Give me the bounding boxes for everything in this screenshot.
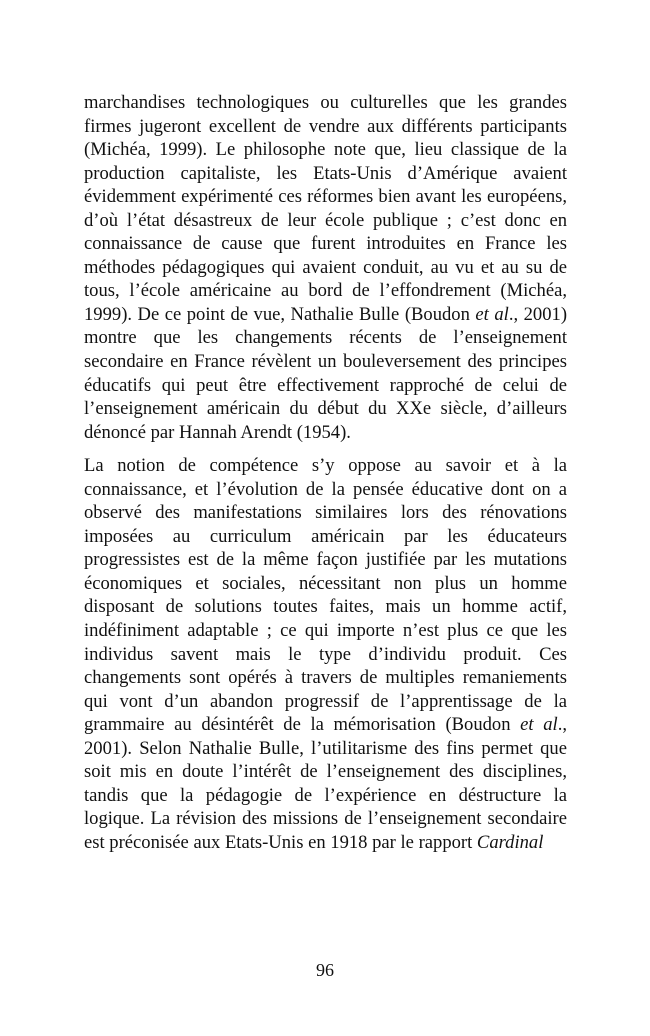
paragraph-1 [84, 91, 567, 444]
paragraph-2-italic-cardinal: Cardinal [476, 831, 544, 853]
page-number: 96 [316, 960, 334, 980]
body-text [84, 91, 567, 855]
paragraph-1-text-start: marchandises technologiques ou culturelles que les grandes firmes jugeront excellent de vendre aux différents participants (Michéa, 1999). Le philosophe note que, lieu classique de la production capitaliste, les Etats-Unis d’Amérique avaient évidemment expérimenté ces réformes bien avant les européens, d’où l’état désastreux de leur école publique ; c’est donc en connaissance de cause que furent introduites en France les méthodes pédagogiques qui avaient conduit, au vu et au su de tous, l’école américaine au bord de l’effondrement (Michéa, 1999). De ce point de vue, Nathalie Bulle (Boudon [84, 92, 567, 325]
paragraph-2-text-start: La notion de compétence s’y oppose au savoir et à la connaissance, et l’évolution de la pensée éducative dont on a observé des manifestations similaires lors des rénovations imposées au curriculum américain par les éducateurs progressistes est de la même façon justifiée par les mutations économiques et sociales, nécessitant non plus un homme disposant de solutions toutes faites, mais un homme actif, indéfiniment adaptable ; ce qui importe n’est plus ce que les individus savent mais le type d’individu produit. Ces changements sont opérés à travers de multiples remaniements qui vont d’un abandon progressif de l’apprentissage de la grammaire au désintérêt de la mémorisation (Boudon [84, 455, 567, 736]
paragraph-2-italic-et-al: et al [520, 714, 558, 736]
paragraph-2-text-middle: ., 2001). Selon Nathalie Bulle, l’utilitarisme des fins permet que soit mis en doute l’intérêt de l’enseignement des disciplines, tandis que la pédagogie de l’expérience en déstructure la logique. La révision des missions de l’enseignement secondaire est préconisée aux Etats-Unis en 1918 par le rapport [84, 714, 567, 853]
paragraph-1-text-end: ., 2001) montre que les changements récents de l’enseignement secondaire en France révèlent un bouleversement des principes éducatifs qui peut être effectivement rapproché de celui de l’enseignement américain du début du XXe siècle, d’ailleurs dénoncé par Hannah Arendt (1954). [84, 303, 568, 443]
paragraph-1-italic-et-al: et al [475, 303, 509, 325]
paragraph-2 [84, 454, 567, 854]
